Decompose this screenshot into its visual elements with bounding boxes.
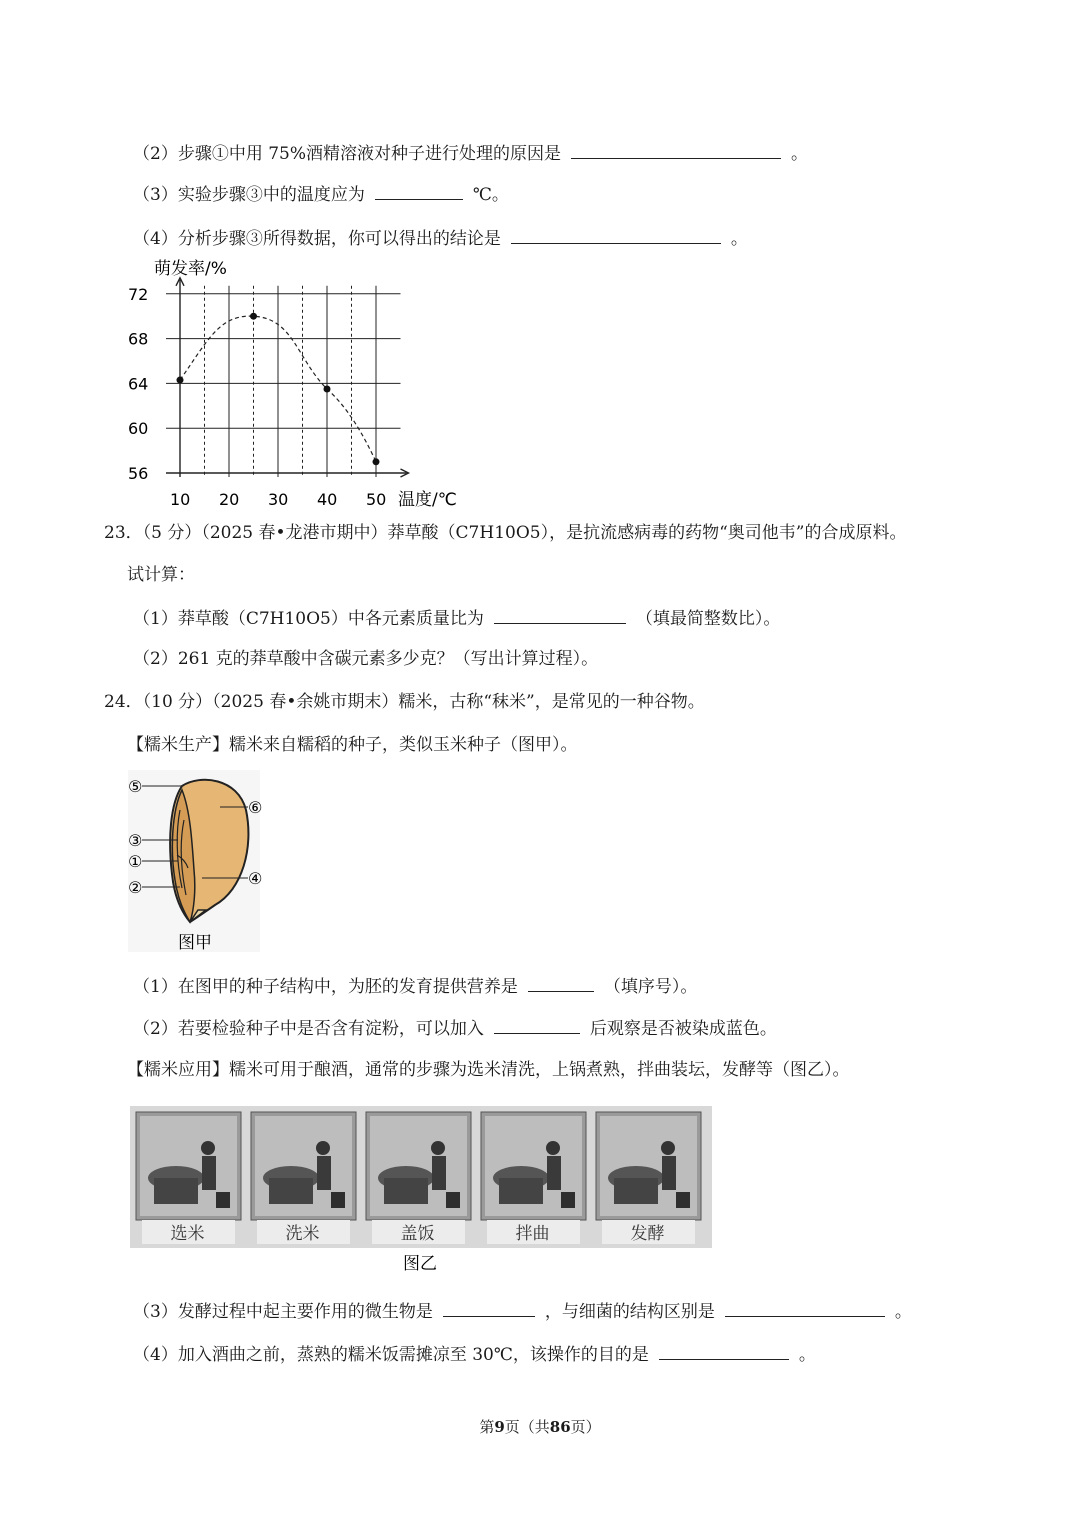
seed-structure-figure bbox=[120, 770, 280, 955]
answer-blank[interactable] bbox=[494, 605, 626, 624]
data-point bbox=[177, 377, 184, 384]
seed-label: ⑤ bbox=[128, 777, 143, 796]
q24-part4: （4）加入酒曲之前，蒸熟的糯米饭需摊凉至 30℃，该操作的目的是 。 bbox=[133, 1341, 816, 1367]
process-panel-label: 发酵 bbox=[630, 1224, 665, 1244]
page-footer: 第9页（共86页） bbox=[479, 1418, 601, 1436]
answer-blank[interactable] bbox=[494, 1015, 580, 1034]
answer-blank[interactable] bbox=[659, 1341, 789, 1360]
q23-part2: （2）261 克的莽草酸中含碳元素多少克？（写出计算过程）。 bbox=[133, 649, 599, 669]
process-panel-label: 洗米 bbox=[285, 1224, 320, 1244]
rice-wine-process-figure bbox=[130, 1106, 712, 1276]
seed-label: ⑥ bbox=[248, 798, 263, 817]
q23-heading: 23．（5 分）（2025 春•龙港市期中）莽草酸（C7H10O5），是抗流感病毒的药物“奥司他韦”的合成原料。 bbox=[104, 523, 907, 543]
total-pages: 86 bbox=[549, 1418, 571, 1436]
process-panel-label: 盖饭 bbox=[400, 1224, 435, 1244]
data-point bbox=[250, 313, 257, 320]
seed-label: ④ bbox=[248, 869, 263, 888]
q22-part4: （4）分析步骤③所得数据，你可以得出的结论是 。 bbox=[133, 225, 748, 251]
data-point bbox=[324, 386, 331, 393]
x-tick-label: 30 bbox=[268, 490, 289, 509]
q24-part2: （2）若要检验种子中是否含有淀粉，可以加入 后观察是否被染成蓝色。 bbox=[133, 1015, 777, 1041]
seed-label: ① bbox=[128, 852, 143, 871]
q23-calc-label: 试计算： bbox=[127, 565, 195, 585]
answer-blank[interactable] bbox=[571, 140, 781, 159]
x-axis-label: 温度/℃ bbox=[398, 490, 457, 510]
q24-section-production: 【糯米生产】糯米来自糯稻的种子，类似玉米种子（图甲）。 bbox=[127, 735, 578, 755]
q23-part1: （1）莽草酸（C7H10O5）中各元素质量比为 （填最简整数比）。 bbox=[133, 605, 780, 631]
y-tick-label: 64 bbox=[128, 374, 149, 394]
figure-caption: 图乙 bbox=[403, 1254, 437, 1274]
y-axis-label: 萌发率/% bbox=[154, 259, 227, 279]
data-point bbox=[373, 458, 380, 465]
x-tick-label: 20 bbox=[219, 490, 240, 509]
germination-rate-chart bbox=[110, 252, 480, 514]
answer-blank[interactable] bbox=[375, 181, 463, 200]
seed-label: ② bbox=[128, 878, 143, 897]
y-tick-label: 68 bbox=[128, 329, 149, 349]
chart-axes bbox=[166, 278, 409, 477]
y-tick-label: 60 bbox=[128, 419, 149, 439]
seed-label: ③ bbox=[128, 831, 143, 850]
answer-blank[interactable] bbox=[725, 1298, 885, 1317]
q24-part1: （1）在图甲的种子结构中，为胚的发育提供营养是 （填序号）。 bbox=[133, 973, 697, 999]
q24-heading: 24．（10 分）（2025 春•余姚市期末）糯米，古称“秣米”，是常见的一种谷物。 bbox=[104, 692, 705, 712]
x-tick-label: 40 bbox=[317, 490, 338, 509]
q22-part3: （3）实验步骤③中的温度应为 ℃。 bbox=[133, 181, 509, 207]
y-tick-label: 56 bbox=[128, 464, 149, 483]
chart-tick-labels bbox=[128, 285, 386, 509]
q24-part3: （3）发酵过程中起主要作用的微生物是 ，与细菌的结构区别是 。 bbox=[133, 1298, 912, 1324]
q22-part2: （2）步骤①中用 75%酒精溶液对种子进行处理的原因是 。 bbox=[133, 140, 808, 166]
process-panel-label: 选米 bbox=[170, 1224, 205, 1244]
figure-caption: 图甲 bbox=[178, 933, 212, 953]
process-panel-label: 拌曲 bbox=[515, 1224, 550, 1244]
x-tick-label: 10 bbox=[170, 490, 191, 509]
answer-blank[interactable] bbox=[511, 225, 721, 244]
answer-blank[interactable] bbox=[528, 973, 594, 992]
q24-section-application: 【糯米应用】糯米可用于酿酒，通常的步骤为选米清洗，上锅煮熟，拌曲装坛，发酵等（图乙）。 bbox=[127, 1060, 850, 1080]
chart-grid bbox=[166, 286, 401, 477]
page-number: 9 bbox=[494, 1418, 505, 1436]
y-tick-label: 72 bbox=[128, 284, 149, 304]
x-tick-label: 50 bbox=[366, 490, 387, 509]
answer-blank[interactable] bbox=[443, 1298, 535, 1317]
